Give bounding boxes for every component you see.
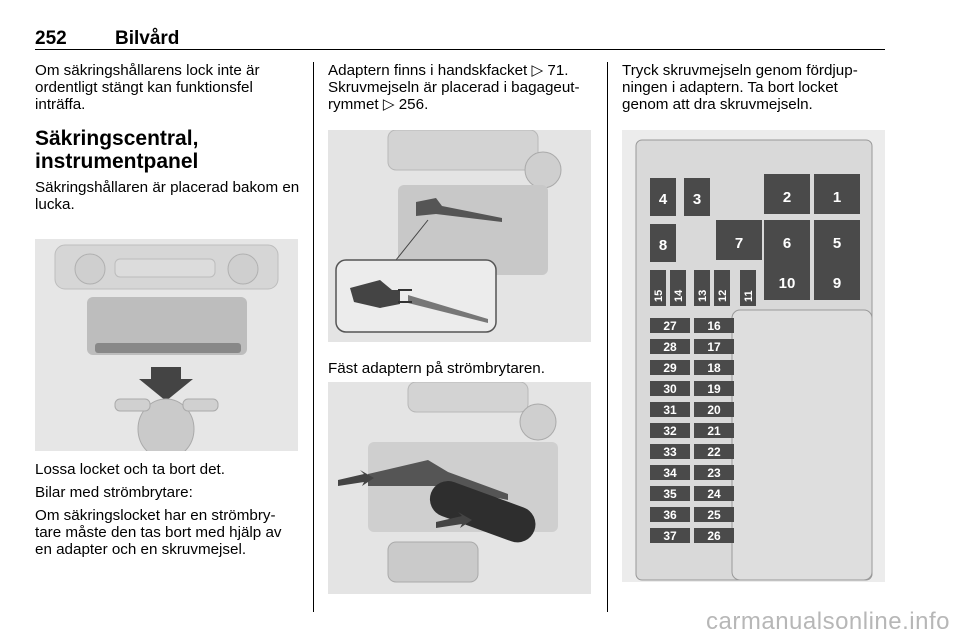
- fuse-label: 23: [707, 466, 721, 480]
- column-1: [35, 62, 300, 219]
- fuse-label: 17: [707, 340, 721, 354]
- fuse-label: 32: [663, 424, 677, 438]
- fuse-label: 35: [663, 487, 677, 501]
- fuse-label: 34: [663, 466, 677, 480]
- figure-fusebox: [622, 130, 885, 582]
- section-title: Bilvård: [115, 28, 180, 49]
- fuse-label: 9: [832, 275, 842, 292]
- paragraph: Om säkringshållarens lock inte är ordentligt stängt kan funktionsfel inträffa.: [35, 62, 260, 113]
- page-header: [35, 28, 885, 50]
- page-number: 252: [35, 28, 67, 49]
- fuse-label: 37: [663, 529, 677, 543]
- figure-center-console: [35, 239, 298, 451]
- fuse-label: 24: [707, 487, 721, 501]
- column-3: [622, 62, 887, 119]
- fuse-label: 28: [663, 340, 677, 354]
- fuse-label: 1: [832, 189, 842, 206]
- fuse-label: 3: [692, 191, 702, 208]
- fuse-label: 26: [707, 529, 721, 543]
- figure-adapter-glovebox: [328, 130, 591, 342]
- header-rule: [35, 49, 885, 50]
- fuse-label: 29: [663, 361, 677, 375]
- figure-adapter-switch: [328, 382, 591, 594]
- paragraph: Bilar med strömbrytare:: [35, 484, 193, 501]
- fuse-label: 18: [707, 361, 721, 375]
- fuse-label: 4: [658, 191, 668, 208]
- fuse-label: 36: [663, 508, 677, 522]
- fuse-label: 16: [707, 319, 721, 333]
- subsection-heading: Säkringscentral, instrumentpanel: [35, 127, 199, 173]
- column-divider-1: [313, 62, 314, 612]
- column-divider-2: [607, 62, 608, 612]
- paragraph: Om säkringslocket har en strömbry-tare måste den tas bort med hjälp av en adapter och en skruvmejsel.: [35, 507, 282, 558]
- paragraph: Lossa locket och ta bort det.: [35, 461, 225, 478]
- fuse-label: 5: [832, 235, 842, 252]
- fuse-label: 6: [782, 235, 792, 252]
- fuse-label: 30: [663, 382, 677, 396]
- fuse-label: 8: [658, 237, 668, 254]
- fuse-label: 12: [717, 289, 729, 302]
- paragraph: Säkringshållaren är placerad bakom en lucka.: [35, 179, 300, 213]
- paragraph: Fäst adaptern på strömbrytaren.: [328, 360, 545, 377]
- fuse-label: 33: [663, 445, 677, 459]
- fuse-label: 7: [734, 235, 744, 252]
- fuse-label: 25: [707, 508, 721, 522]
- column-2-lower: [328, 360, 596, 383]
- fuse-label: 27: [663, 319, 677, 333]
- fuse-label: 21: [707, 424, 721, 438]
- fuse-label: 15: [653, 289, 665, 302]
- fuse-label: 10: [778, 275, 796, 292]
- fuse-label: 31: [663, 403, 677, 417]
- column-1-lower: [35, 461, 300, 564]
- fuse-label: 20: [707, 403, 721, 417]
- watermark: carmanualsonline.info: [706, 608, 950, 635]
- fuse-label: 2: [782, 189, 792, 206]
- fuse-label: 19: [707, 382, 721, 396]
- fuse-label: 13: [697, 289, 709, 302]
- fuse-label: 11: [743, 290, 755, 302]
- paragraph: Adaptern finns i handskfacket ▷ 71. Skruvmejseln är placerad i bagageut-rymmet ▷ 256.: [328, 62, 580, 113]
- column-2: [328, 62, 596, 119]
- fuse-label: 22: [707, 445, 721, 459]
- fuse-label: 14: [673, 289, 685, 302]
- paragraph: Tryck skruvmejseln genom fördjup-ningen i adaptern. Ta bort locket genom att dra skruvmejseln.: [622, 62, 858, 113]
